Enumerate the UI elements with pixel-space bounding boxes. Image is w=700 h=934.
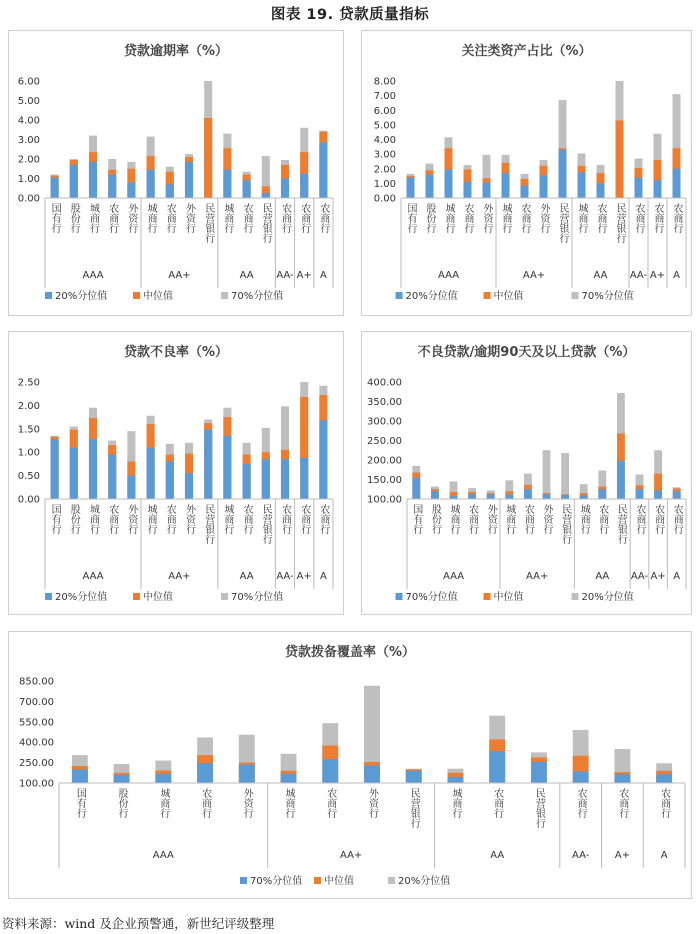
category-label: 城商行 xyxy=(145,504,157,534)
y-tick-label: 3.00 xyxy=(17,135,40,146)
chart-panel-npl-rate xyxy=(8,331,344,615)
category-label: 民营银行 xyxy=(533,788,545,828)
group-label: AA xyxy=(490,850,505,861)
bar-blue xyxy=(223,436,231,499)
bar-blue xyxy=(636,489,644,499)
chart-title: 不良贷款/逾期90天及以上贷款（%） xyxy=(417,345,636,360)
bar-blue xyxy=(204,430,212,499)
bar-blue xyxy=(300,458,308,499)
category-label: 城商行 xyxy=(145,203,157,233)
bar-blue xyxy=(578,172,586,198)
bar-blue xyxy=(673,169,681,198)
category-label: 国有行 xyxy=(74,788,86,818)
category-label: 农商行 xyxy=(317,203,329,233)
bar-blue xyxy=(127,476,135,499)
category-label: 民营银行 xyxy=(559,504,571,544)
y-tick-label: 250.00 xyxy=(19,758,54,770)
category-label: 民营银行 xyxy=(408,788,420,828)
bar-blue xyxy=(262,459,270,499)
category-label: 外资行 xyxy=(485,504,497,534)
category-label: 外资行 xyxy=(183,203,195,233)
chart-svg xyxy=(9,632,693,900)
y-tick-label: 200.00 xyxy=(367,455,402,467)
bar-blue xyxy=(319,142,327,198)
bar-blue xyxy=(89,162,97,198)
bar-blue xyxy=(483,183,491,198)
y-tick-label: 2.50 xyxy=(17,377,40,389)
bar-blue xyxy=(243,464,251,499)
legend-label: 20%分位值 xyxy=(55,291,108,302)
category-label: 民营银行 xyxy=(202,203,214,243)
bar-blue xyxy=(300,174,308,198)
category-label: 城商行 xyxy=(576,203,587,233)
category-label: 城商行 xyxy=(157,788,169,818)
category-label: 民营银行 xyxy=(202,504,214,544)
legend-label: 70%分位值 xyxy=(405,592,458,603)
bar-orange xyxy=(204,118,212,198)
bar-blue xyxy=(521,186,529,198)
group-label: AA- xyxy=(276,571,294,582)
category-label: 农商行 xyxy=(658,788,670,818)
legend-label: 20%分位值 xyxy=(405,291,458,302)
bar-blue xyxy=(407,178,415,198)
category-label: 城商行 xyxy=(449,788,461,818)
group-label: A xyxy=(319,571,327,582)
bar-blue xyxy=(223,170,231,198)
bar-blue xyxy=(70,448,78,499)
bar-blue xyxy=(502,173,510,198)
group-label: AAA xyxy=(437,270,460,281)
category-label: 农商行 xyxy=(575,788,587,818)
category-label: 农商行 xyxy=(634,504,645,534)
chart-svg xyxy=(362,31,693,317)
bar-blue xyxy=(426,175,434,198)
group-label: AA xyxy=(593,270,608,281)
legend-label: 中位值 xyxy=(493,291,524,302)
category-label: 城商行 xyxy=(87,504,99,534)
category-label: 外资行 xyxy=(541,504,552,534)
bar-blue xyxy=(322,759,338,783)
chart-svg xyxy=(9,332,345,616)
legend-label: 20%分位值 xyxy=(398,876,451,887)
category-label: 城商行 xyxy=(221,203,233,233)
legend-swatch xyxy=(240,877,247,884)
y-tick-label: 100.00 xyxy=(19,778,54,790)
category-label: 农商行 xyxy=(106,203,118,233)
y-tick-label: 4.00 xyxy=(373,135,396,146)
bar-blue xyxy=(406,771,422,783)
category-label: 农商行 xyxy=(317,504,329,534)
legend-label: 20%分位值 xyxy=(581,592,634,603)
category-label: 农商行 xyxy=(652,203,663,233)
legend-label: 70%分位值 xyxy=(231,291,284,302)
bar-blue xyxy=(243,180,251,198)
category-label: 农商行 xyxy=(298,203,310,233)
group-label: AA xyxy=(239,270,254,281)
bar-blue xyxy=(614,774,630,783)
category-label: 股份行 xyxy=(429,504,441,534)
legend-swatch xyxy=(572,292,579,299)
y-tick-label: 1.00 xyxy=(17,447,40,459)
legend-swatch xyxy=(484,593,491,600)
category-label: 民营银行 xyxy=(260,203,272,243)
source-note: 资料来源：wind 及企业预警通，新世纪评级整理 xyxy=(2,916,275,931)
bar-blue xyxy=(51,178,59,198)
y-tick-label: 8.00 xyxy=(373,76,396,88)
figure-title: 图表 19. 贷款质量指标 xyxy=(270,7,430,23)
category-label: 城商行 xyxy=(503,504,515,534)
bar-blue xyxy=(468,494,476,499)
bar-blue xyxy=(487,494,495,499)
category-label: 城商行 xyxy=(87,203,99,233)
group-label: AA+ xyxy=(526,571,549,582)
legend-swatch xyxy=(45,292,52,299)
category-label: 城商行 xyxy=(443,203,454,233)
bar-blue xyxy=(524,489,532,499)
category-label: 股份行 xyxy=(68,504,80,534)
chart-title: 贷款不良率（%） xyxy=(123,345,229,360)
bar-orange xyxy=(616,120,624,198)
y-tick-label: 400.00 xyxy=(19,737,54,749)
y-tick-label: 400.00 xyxy=(367,377,402,389)
bar-blue xyxy=(573,771,589,783)
bar-blue xyxy=(155,774,171,783)
group-label: AA- xyxy=(630,571,649,582)
bar-blue xyxy=(147,170,155,198)
legend-label: 70%分位值 xyxy=(581,291,634,302)
legend-label: 70%分位值 xyxy=(250,876,303,887)
bar-blue xyxy=(185,162,193,198)
legend-label: 20%分位值 xyxy=(55,592,108,603)
chart-title: 贷款逾期率（%） xyxy=(123,44,229,59)
category-label: 外资行 xyxy=(538,203,549,233)
category-label: 农商行 xyxy=(164,203,176,233)
category-label: 农商行 xyxy=(522,504,534,534)
category-label: 外资行 xyxy=(183,504,195,534)
group-label: A xyxy=(673,270,680,281)
legend-swatch xyxy=(396,593,403,600)
bar-blue xyxy=(617,461,625,499)
category-label: 股份行 xyxy=(424,203,435,233)
bar-blue xyxy=(166,462,174,499)
group-label: A+ xyxy=(296,270,312,281)
category-label: 民营银行 xyxy=(614,203,625,243)
group-label: AA- xyxy=(276,270,294,281)
category-label: 农商行 xyxy=(671,504,683,534)
legend-label: 70%分位值 xyxy=(231,592,284,603)
group-label: AAA xyxy=(82,270,104,281)
bar-blue xyxy=(580,495,588,499)
bar-gray xyxy=(561,453,569,499)
bar-blue xyxy=(445,169,453,198)
bar-blue xyxy=(598,489,606,499)
y-tick-label: 4.00 xyxy=(17,115,40,127)
legend-label: 中位值 xyxy=(324,876,354,887)
legend-swatch xyxy=(221,593,228,600)
bar-blue xyxy=(543,494,551,499)
y-tick-label: 1.00 xyxy=(373,178,396,190)
category-label: 农商行 xyxy=(324,788,336,818)
y-tick-label: 6.00 xyxy=(373,105,396,117)
category-label: 外资行 xyxy=(241,788,253,818)
category-label: 农商行 xyxy=(652,504,664,534)
bar-blue xyxy=(281,459,289,499)
category-label: 农商行 xyxy=(106,504,118,534)
y-tick-label: 150.00 xyxy=(367,475,402,486)
category-label: 农商行 xyxy=(491,788,503,818)
bar-blue xyxy=(489,751,505,783)
category-label: 股份行 xyxy=(68,203,80,233)
category-label: 国有行 xyxy=(405,203,416,233)
bar-blue xyxy=(673,491,681,499)
category-label: 股份行 xyxy=(116,788,128,818)
y-tick-label: 0.00 xyxy=(373,193,396,205)
bar-blue xyxy=(89,439,97,499)
bar-blue xyxy=(656,774,672,783)
chart-panel-attention-ratio xyxy=(361,30,692,316)
group-label: A+ xyxy=(296,571,312,582)
bar-blue xyxy=(531,762,547,783)
category-label: 外资行 xyxy=(125,203,137,233)
bar-blue xyxy=(364,765,380,783)
bar-blue xyxy=(127,182,135,198)
chart-panel-overdue-rate xyxy=(8,30,344,316)
category-label: 农商行 xyxy=(241,203,253,233)
legend-label: 中位值 xyxy=(143,592,173,603)
bar-blue xyxy=(431,491,439,499)
category-label: 外资行 xyxy=(366,788,378,818)
category-label: 城商行 xyxy=(500,203,511,233)
category-label: 民营银行 xyxy=(260,504,272,544)
bar-blue xyxy=(108,455,116,499)
category-label: 农商行 xyxy=(298,504,310,534)
category-label: 城商行 xyxy=(448,504,459,534)
category-label: 农商行 xyxy=(616,788,628,818)
bar-blue xyxy=(654,490,662,499)
bar-blue xyxy=(635,178,643,198)
bar-blue xyxy=(185,473,193,499)
category-label: 农商行 xyxy=(199,788,211,818)
legend-swatch xyxy=(314,877,321,884)
group-label: AA xyxy=(239,571,254,582)
legend-label: 中位值 xyxy=(493,592,524,603)
legend-swatch xyxy=(133,292,140,299)
category-label: 农商行 xyxy=(279,504,291,534)
bar-blue xyxy=(281,774,297,783)
category-label: 农商行 xyxy=(671,203,682,233)
bar-blue xyxy=(319,420,327,499)
bar-blue xyxy=(147,448,155,499)
y-tick-label: 2.00 xyxy=(17,154,40,166)
legend-label: 中位值 xyxy=(143,291,173,302)
chart-panel-npl-overdue90 xyxy=(361,331,692,615)
bar-blue xyxy=(166,184,174,198)
group-label: AA+ xyxy=(168,270,191,281)
group-label: AA xyxy=(595,571,610,582)
bar-blue xyxy=(559,150,567,198)
bar-blue xyxy=(114,775,130,783)
category-label: 外资行 xyxy=(125,504,137,534)
category-label: 农商行 xyxy=(462,203,473,233)
group-label: AAA xyxy=(82,571,104,582)
bar-blue xyxy=(464,182,472,198)
category-label: 外资行 xyxy=(481,203,492,233)
y-tick-label: 6.00 xyxy=(17,76,40,88)
y-tick-label: 2.00 xyxy=(373,164,396,176)
y-tick-label: 3.00 xyxy=(373,149,396,161)
y-tick-label: 7.00 xyxy=(373,91,396,103)
category-label: 城商行 xyxy=(578,504,590,534)
category-label: 农商行 xyxy=(466,504,478,534)
chart-svg xyxy=(362,332,693,616)
chart-title: 贷款拨备覆盖率（%） xyxy=(284,645,416,660)
category-label: 城商行 xyxy=(221,504,233,534)
category-label: 农商行 xyxy=(164,504,176,534)
bar-blue xyxy=(262,193,270,198)
y-tick-label: 1.50 xyxy=(17,424,40,436)
category-label: 农商行 xyxy=(279,203,291,233)
bar-blue xyxy=(51,439,59,499)
chart-panel-provision-coverage xyxy=(8,631,692,899)
legend-swatch xyxy=(572,593,579,600)
bar-blue xyxy=(239,765,255,783)
bar-gray xyxy=(543,450,551,499)
group-label: A xyxy=(673,571,681,582)
bar-blue xyxy=(108,175,116,198)
group-label: AAA xyxy=(442,571,465,582)
y-tick-label: 1.00 xyxy=(17,174,40,185)
legend-swatch xyxy=(484,292,491,299)
category-label: 农商行 xyxy=(633,203,644,233)
bar-blue xyxy=(597,183,605,198)
y-tick-label: 5.00 xyxy=(373,120,396,132)
y-tick-label: 550.00 xyxy=(19,717,54,729)
legend-swatch xyxy=(133,593,140,600)
y-tick-label: 0.00 xyxy=(17,494,40,506)
legend-swatch xyxy=(45,593,52,600)
y-tick-label: 300.00 xyxy=(367,416,402,428)
group-label: A+ xyxy=(650,571,666,582)
group-label: A xyxy=(660,850,668,861)
y-tick-label: 5.00 xyxy=(17,96,40,107)
category-label: 城商行 xyxy=(283,788,295,818)
group-label: AA+ xyxy=(339,850,363,861)
chart-title: 关注类资产占比（%） xyxy=(461,44,592,59)
bar-blue xyxy=(654,180,662,198)
y-tick-label: 850.00 xyxy=(19,676,54,688)
group-label: AAA xyxy=(152,850,174,861)
category-label: 国有行 xyxy=(49,203,61,233)
y-tick-label: 700.00 xyxy=(19,696,54,708)
bar-blue xyxy=(540,175,548,198)
y-tick-label: 350.00 xyxy=(367,397,402,408)
bar-blue xyxy=(448,777,464,783)
group-label: AA+ xyxy=(168,571,191,582)
group-label: AA+ xyxy=(522,270,546,281)
group-label: A+ xyxy=(649,270,666,281)
category-label: 农商行 xyxy=(241,504,253,534)
y-tick-label: 0.00 xyxy=(17,193,40,205)
category-label: 农商行 xyxy=(596,504,608,534)
bar-blue xyxy=(412,478,420,499)
group-label: A xyxy=(319,270,327,281)
bar-blue xyxy=(70,165,78,198)
y-tick-label: 100.00 xyxy=(367,494,402,506)
bar-blue xyxy=(72,769,88,783)
bar-blue xyxy=(281,179,289,199)
category-label: 国有行 xyxy=(49,504,61,534)
category-label: 农商行 xyxy=(519,203,530,233)
group-label: AA- xyxy=(571,850,590,861)
category-label: 农商行 xyxy=(595,203,606,233)
group-label: A+ xyxy=(614,850,631,861)
category-label: 民营银行 xyxy=(557,203,568,243)
bar-blue xyxy=(505,494,513,499)
y-tick-label: 0.50 xyxy=(17,471,40,483)
chart-svg xyxy=(9,31,345,317)
legend-swatch xyxy=(396,292,403,299)
legend-swatch xyxy=(388,877,395,884)
category-label: 民营银行 xyxy=(615,504,627,544)
y-tick-label: 2.00 xyxy=(17,400,40,412)
bar-blue xyxy=(197,763,213,783)
group-label: AA- xyxy=(629,270,648,281)
category-label: 国有行 xyxy=(410,504,422,534)
y-tick-label: 250.00 xyxy=(367,436,402,447)
bar-blue xyxy=(561,495,569,499)
legend-swatch xyxy=(221,292,228,299)
